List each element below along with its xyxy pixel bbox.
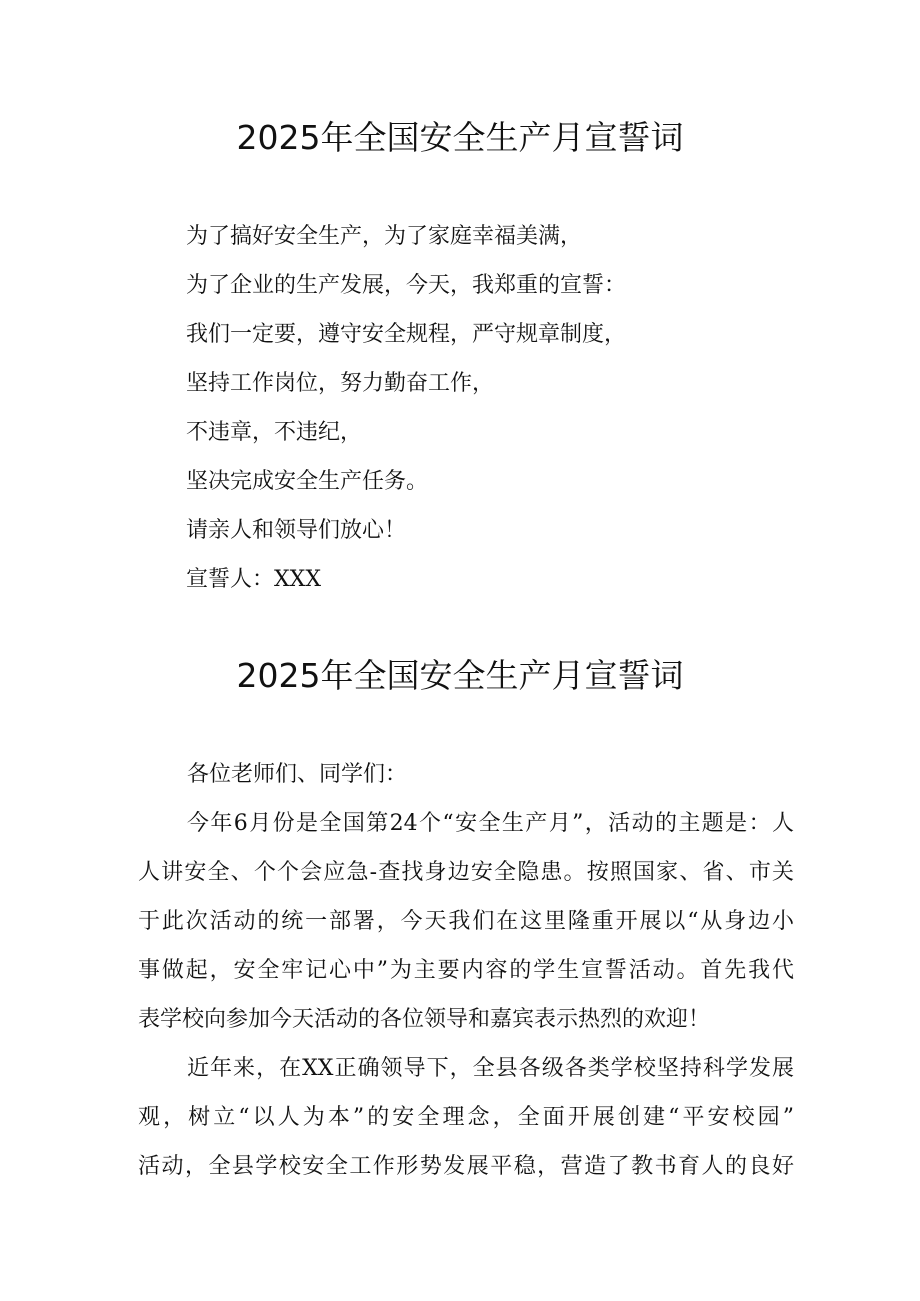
paragraph-line: 事做起，安全牢记心中”为主要内容的学生宣誓活动。首先我代 xyxy=(138,958,794,983)
greeting: 各位老师们、同学们： xyxy=(187,762,408,787)
oath-line: 请亲人和领导们放心！ xyxy=(186,518,407,543)
oath-line: 不违章，不违纪， xyxy=(186,420,363,445)
document-title-2: 2025年全国安全生产月宣誓词 xyxy=(236,656,684,695)
oath-line: 坚决完成安全生产任务。 xyxy=(186,469,429,494)
paragraph-line: 活动，全县学校安全工作形势发展平稳，营造了教书育人的良好 xyxy=(138,1154,794,1179)
paragraph-line: 近年来，在XX正确领导下，全县各级各类学校坚持科学发展 xyxy=(187,1056,794,1081)
oath-line: 坚持工作岗位，努力勤奋工作， xyxy=(186,371,495,396)
oath-line: 我们一定要，遵守安全规程，严守规章制度， xyxy=(186,322,627,347)
oath-line: 为了搞好安全生产，为了家庭幸福美满， xyxy=(186,224,583,249)
oath-line: 为了企业的生产发展，今天，我郑重的宣誓： xyxy=(186,273,627,298)
paragraph-1 xyxy=(138,799,794,1044)
paragraph-2 xyxy=(138,1044,794,1191)
paragraph-line: 今年6月份是全国第24个“安全生产月”，活动的主题是：人 xyxy=(187,811,794,836)
oath-text xyxy=(186,212,746,604)
paragraph-line: 观，树立“以人为本”的安全理念，全面开展创建“平安校园” xyxy=(138,1105,794,1130)
paragraph-line: 表学校向参加今天活动的各位领导和嘉宾表示热烈的欢迎！ xyxy=(138,1007,711,1032)
paragraph-line: 于此次活动的统一部署，今天我们在这里隆重开展以“从身边小 xyxy=(138,909,794,934)
oath-signature: 宣誓人：XXX xyxy=(186,567,321,592)
speech-text xyxy=(138,750,794,1191)
document-title-1: 2025年全国安全生产月宣誓词 xyxy=(236,118,684,157)
paragraph-line: 人讲安全、个个会应急-查找身边安全隐患。按照国家、省、市关 xyxy=(138,860,794,885)
